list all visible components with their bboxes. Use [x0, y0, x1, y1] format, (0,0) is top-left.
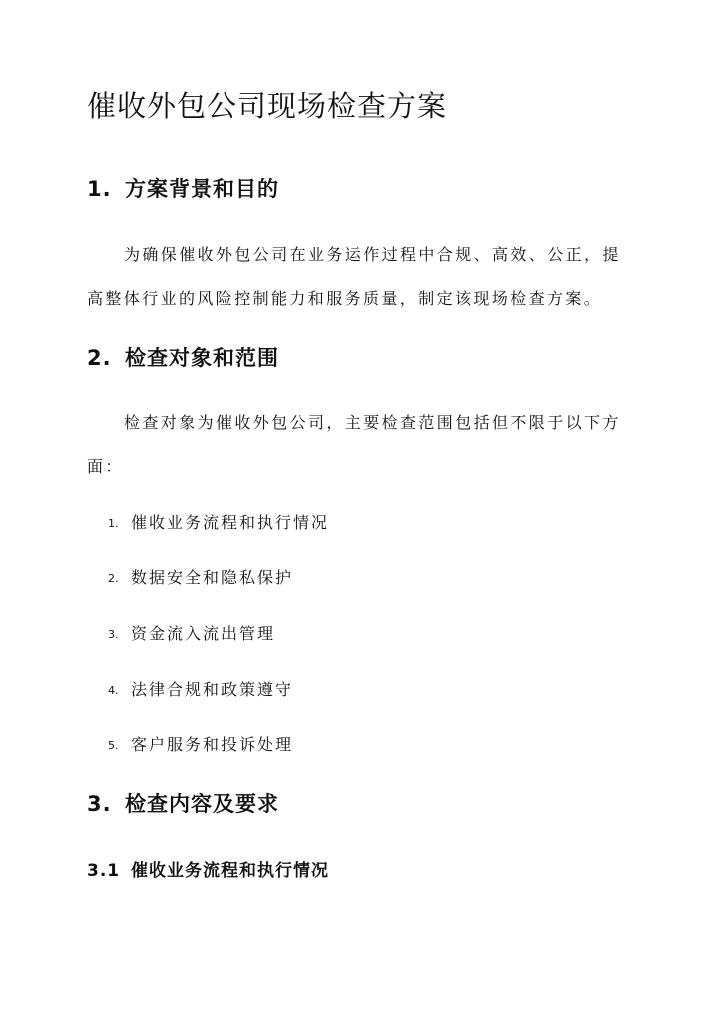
list-item-text: 法律合规和政策遵守: [131, 680, 294, 699]
list-item-text: 数据安全和隐私保护: [131, 568, 294, 587]
list-item: [108, 511, 329, 536]
list-item: [108, 678, 293, 703]
list-item-number: 2.: [108, 572, 119, 585]
list-item: [108, 566, 293, 591]
section-number: 1.: [87, 177, 112, 201]
list-item: [108, 733, 293, 758]
paragraph-line: 高整体行业的风险控制能力和服务质量，制定该现场检查方案。: [87, 289, 603, 308]
list-item-number: 4.: [108, 684, 119, 697]
list-item-text: 催收业务流程和执行情况: [131, 513, 330, 532]
section-heading-3: [87, 789, 279, 819]
section-heading-1: [87, 174, 279, 204]
list-item-text: 客户服务和投诉处理: [131, 735, 294, 754]
subsection-number: 3.1: [87, 861, 121, 881]
list-item: [108, 622, 275, 647]
section-number: 2.: [87, 346, 112, 370]
subsection-title: 催收业务流程和执行情况: [131, 861, 329, 881]
list-item-number: 5.: [108, 739, 119, 752]
section-number: 3.: [87, 792, 112, 816]
list-item-text: 资金流入流出管理: [131, 624, 276, 643]
section-title: 检查对象和范围: [125, 346, 279, 370]
section-title: 方案背景和目的: [125, 177, 279, 201]
subsection-heading-3-1: [87, 858, 329, 884]
document-title: 催收外包公司现场检查方案: [87, 89, 448, 123]
paragraph-line: 检查对象为催收外包公司，主要检查范围包括但不限于以下方: [124, 413, 621, 432]
section-title: 检查内容及要求: [125, 792, 279, 816]
paragraph-line: 面：: [87, 457, 124, 476]
list-item-number: 1.: [108, 517, 119, 530]
section-heading-2: [87, 343, 279, 373]
list-item-number: 3.: [108, 628, 119, 641]
paragraph-line: 为确保催收外包公司在业务运作过程中合规、高效、公正，提: [124, 245, 621, 264]
